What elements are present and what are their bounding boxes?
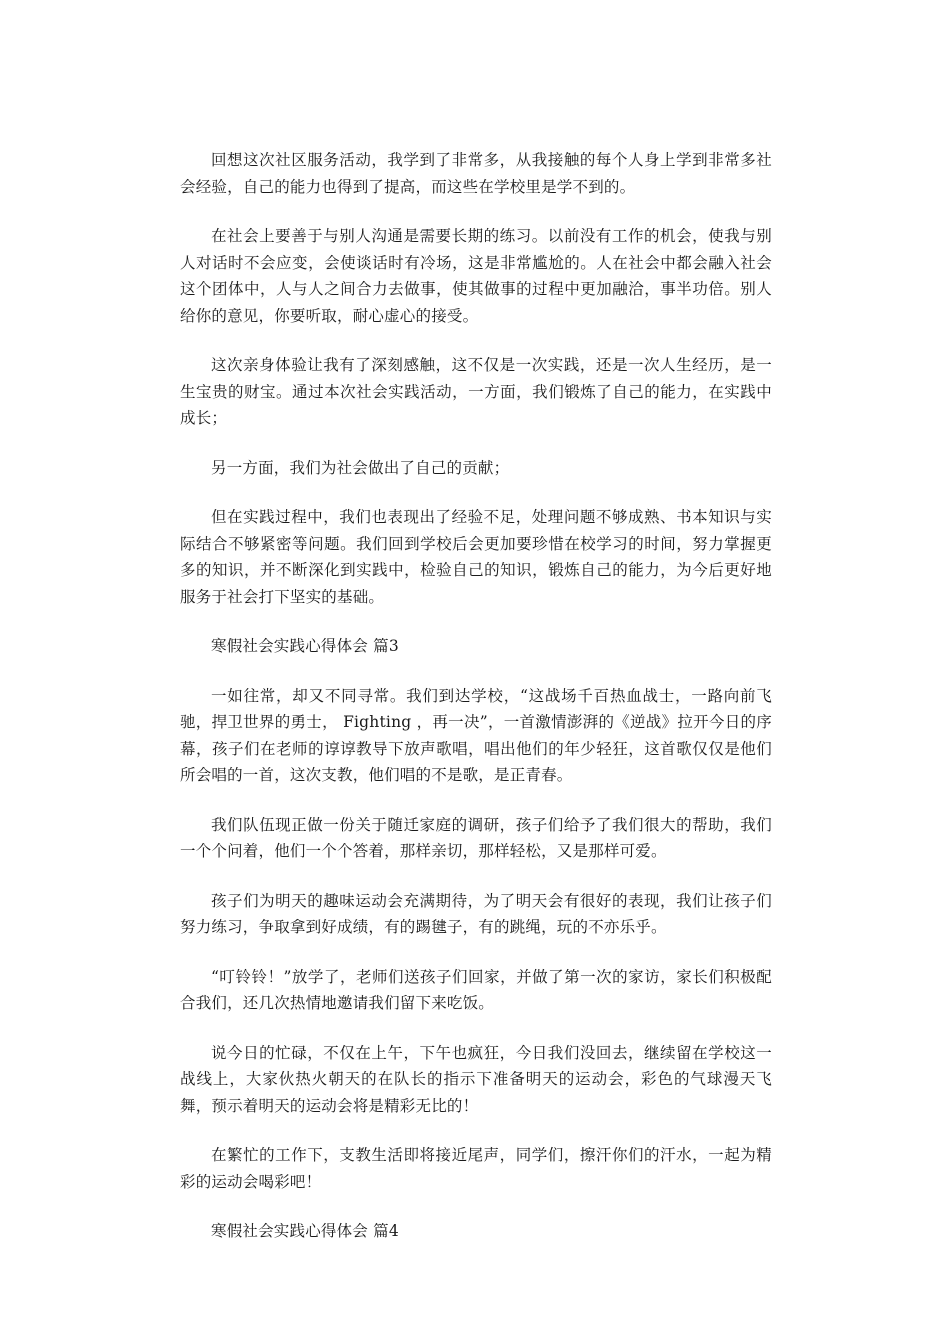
section-heading: 寒假社会实践心得体会 篇4 (211, 1222, 399, 1240)
paragraph: 在繁忙的工作下，支教生活即将接近尾声，同学们，擦汗你们的汗水，一起为精彩的运动会喝彩吧！ (180, 1146, 772, 1191)
paragraph: 一如往常，却又不同寻常。我们到达学校，“这战场千百热血战士，一路向前飞驰，捍卫世界的勇士， Fighting ，再一决”，一首激情澎湃的《逆战》拉开今日的序幕，孩子们在老师的谆谆教导下放声歌唱，唱出他们的年少轻狂，这首歌仅仅是他们所会唱的一首，这次支教，他们唱的不是歌，是正青春。 (180, 686, 772, 784)
section-heading: 寒假社会实践心得体会 篇3 (211, 637, 399, 655)
paragraph: 但在实践过程中，我们也表现出了经验不足，处理问题不够成熟、书本知识与实际结合不够紧密等问题。我们回到学校后会更加要珍惜在校学习的时间，努力掌握更多的知识，并不断深化到实践中，检验自己的知识，锻炼自己的能力，为今后更好地服务于社会打下坚实的基础。 (180, 508, 772, 606)
paragraph: 这次亲身体验让我有了深刻感触，这不仅是一次实践，还是一次人生经历，是一生宝贵的财宝。通过本次社会实践活动，一方面，我们锻炼了自己的能力，在实践中成长； (180, 356, 772, 427)
paragraph: 回想这次社区服务活动，我学到了非常多，从我接触的每个人身上学到非常多社会经验，自己的能力也得到了提高，而这些在学校里是学不到的。 (180, 151, 772, 196)
paragraph: 在社会上要善于与别人沟通是需要长期的练习。以前没有工作的机会，使我与别人对话时不会应变，会使谈话时有冷场，这是非常尴尬的。人在社会中都会融入社会这个团体中，人与人之间合力去做事，使其做事的过程中更加融洽，事半功倍。别人给你的意见，你要听取，耐心虚心的接受。 (180, 227, 772, 325)
paragraph: 孩子们为明天的趣味运动会充满期待，为了明天会有很好的表现，我们让孩子们努力练习，争取拿到好成绩，有的踢毽子，有的跳绳，玩的不亦乐乎。 (180, 891, 772, 936)
paragraph: “叮铃铃！”放学了，老师们送孩子们回家，并做了第一次的家访，家长们积极配合我们，还几次热情地邀请我们留下来吃饭。 (180, 967, 772, 1012)
paragraph: 我们队伍现正做一份关于随迁家庭的调研，孩子们给予了我们很大的帮助，我们一个个问着，他们一个个答着，那样亲切，那样轻松，又是那样可爱。 (180, 815, 772, 860)
document-body (180, 147, 772, 1268)
paragraph: 另一方面，我们为社会做出了自己的贡献； (211, 458, 510, 477)
paragraph: 说今日的忙碌，不仅在上午，下午也疯狂，今日我们没回去，继续留在学校这一战线上，大家伙热火朝天的在队长的指示下准备明天的运动会，彩色的气球漫天飞舞，预示着明天的运动会将是精彩无比的！ (180, 1043, 772, 1115)
